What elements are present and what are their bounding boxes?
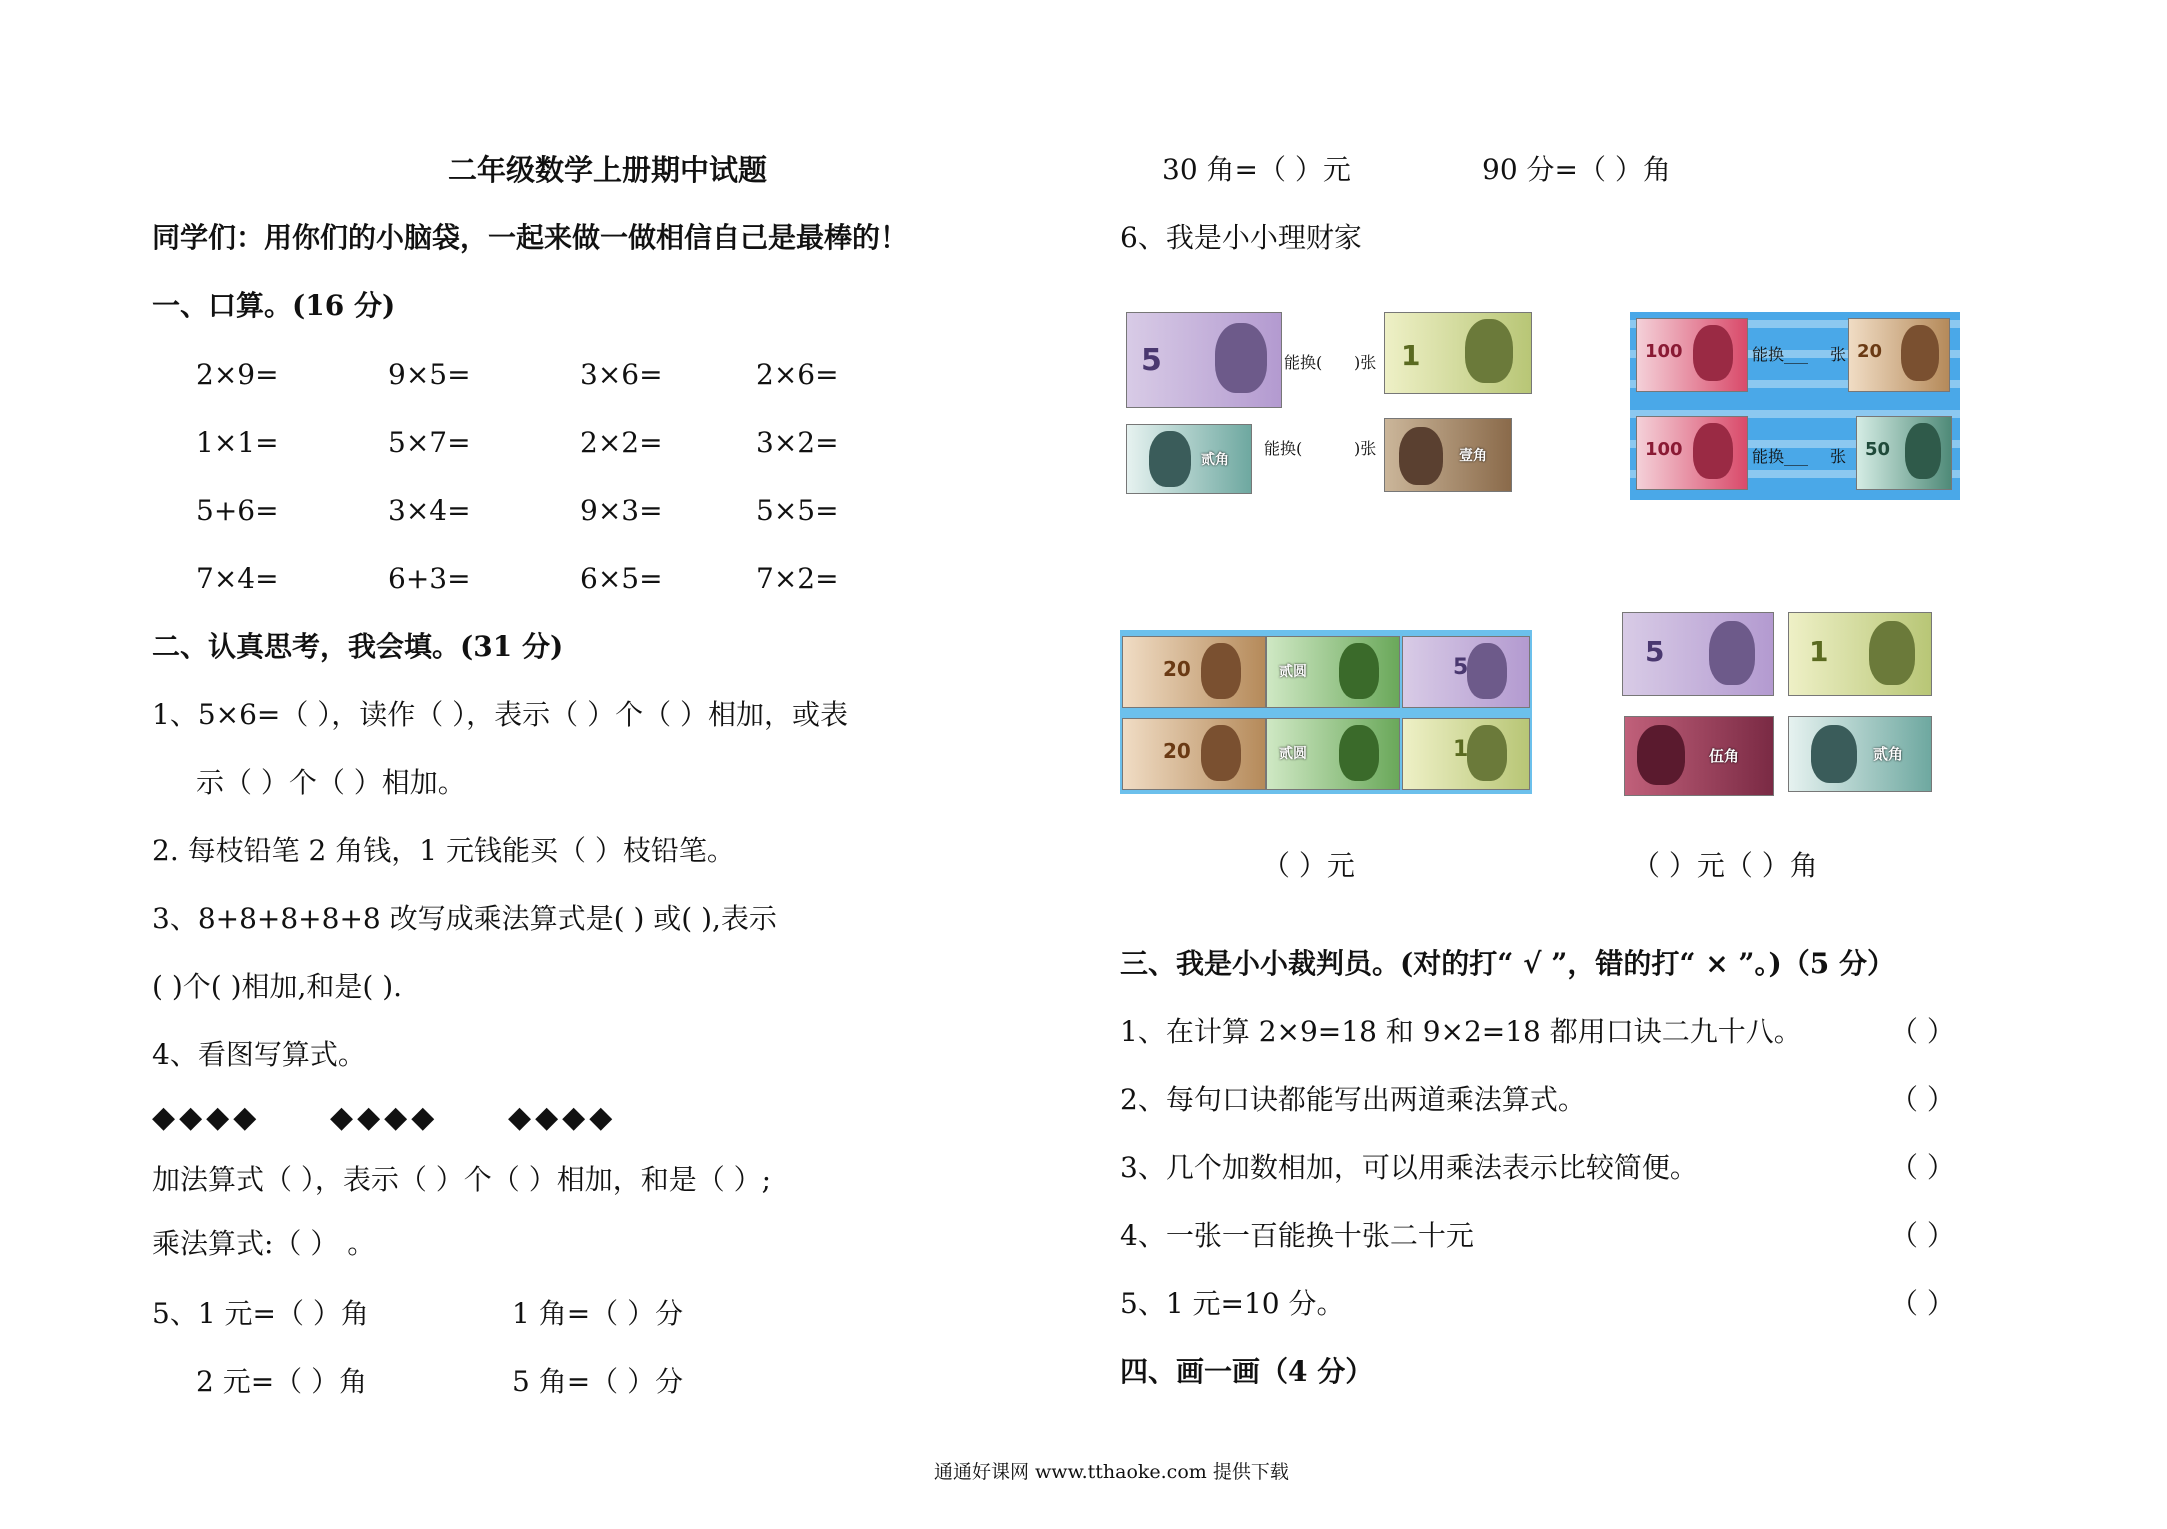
- judge-paren: （ ）: [1890, 1287, 1955, 1320]
- section4-heading: 四、画一画（4 分）: [1120, 1355, 1374, 1388]
- section1-heading: 一、口算。(16 分): [152, 289, 396, 322]
- money-panel-2: [1630, 312, 1960, 500]
- banknote-20-yuan: 20: [1848, 318, 1950, 392]
- banknote-2-jiao: 贰角: [1788, 716, 1932, 792]
- q3-line1: 3、8+8+8+8+8 改写成乘法算式是( ) 或( ),表示: [152, 902, 777, 935]
- exchange-label: 能换___: [1752, 345, 1809, 364]
- calc-item: 2×2=: [580, 426, 663, 459]
- diamond-group: ◆◆◆◆: [330, 1100, 439, 1135]
- calc-item: 2×6=: [756, 358, 839, 391]
- q6: 6、我是小小理财家: [1120, 221, 1362, 254]
- exchange-suffix: )张: [1354, 353, 1377, 372]
- money-panel-3: [1120, 630, 1532, 794]
- calc-item: 9×5=: [388, 358, 471, 391]
- q5-item: 5、1 元=（ ）角: [152, 1297, 369, 1330]
- banknote-50-yuan: 50: [1856, 416, 1952, 490]
- banknote-2-yuan: 贰圆: [1266, 636, 1400, 708]
- diamond-group: ◆◆◆◆: [508, 1100, 617, 1135]
- greeting: 同学们：用你们的小脑袋，一起来做一做相信自己是最棒的！: [152, 221, 909, 254]
- answer-left: （ ）元: [1262, 849, 1355, 882]
- q5-item: 90 分=（ ）角: [1482, 153, 1671, 186]
- calc-item: 5+6=: [196, 494, 279, 527]
- page-title: 二年级数学上册期中试题: [448, 153, 768, 187]
- judge-paren: （ ）: [1890, 1083, 1955, 1116]
- q3-line2: ( )个( )相加,和是( ).: [152, 970, 403, 1003]
- banknote-2-yuan: 贰圆: [1266, 718, 1400, 790]
- banknote-1-yuan: 1: [1788, 612, 1932, 696]
- calc-item: 9×3=: [580, 494, 663, 527]
- exchange-label: 能换___: [1752, 447, 1809, 466]
- banknote-5-yuan: 5: [1622, 612, 1774, 696]
- section2-heading: 二、认真思考，我会填。(31 分): [152, 630, 564, 663]
- q5-item: 1 角=（ ）分: [512, 1297, 684, 1330]
- calc-item: 6+3=: [388, 562, 471, 595]
- banknote-5-yuan: 5: [1126, 312, 1282, 408]
- exchange-suffix: )张: [1354, 439, 1377, 458]
- judge-item: 5、1 元=10 分。: [1120, 1287, 1345, 1320]
- banknote-1-yuan: 1: [1402, 718, 1530, 790]
- q1-line1: 1、5×6=（ ），读作（ ），表示（ ）个（ ）相加，或表: [152, 698, 848, 731]
- diamond-group: ◆◆◆◆: [152, 1100, 261, 1135]
- q4-addition: 加法算式（ ），表示（ ）个（ ）相加，和是（ ）;: [152, 1163, 772, 1196]
- judge-item: 4、一张一百能换十张二十元: [1120, 1219, 1474, 1252]
- banknote-100-yuan: 100: [1636, 416, 1748, 490]
- banknote-20-yuan: 20: [1122, 718, 1266, 790]
- banknote-2-jiao: 贰角: [1126, 424, 1252, 494]
- zhang-label: 张: [1830, 447, 1847, 466]
- answer-right: （ ）元（ ）角: [1632, 849, 1818, 882]
- q2: 2. 每枝铅笔 2 角钱，1 元钱能买（ ）枝铅笔。: [152, 834, 735, 867]
- judge-item: 1、在计算 2×9=18 和 9×2=18 都用口诀二九十八。: [1120, 1015, 1802, 1048]
- exchange-label: 能换(: [1284, 353, 1323, 372]
- calc-item: 3×6=: [580, 358, 663, 391]
- q4-multiplication: 乘法算式:（ ） 。: [152, 1227, 376, 1260]
- money-panel-1: [1124, 310, 1544, 500]
- q1-line2: 示（ ）个（ ）相加。: [196, 766, 466, 799]
- banknote-5-jiao: 伍角: [1624, 716, 1774, 796]
- banknote-1-yuan: 1: [1384, 312, 1532, 394]
- calc-item: 7×4=: [196, 562, 279, 595]
- calc-item: 2×9=: [196, 358, 279, 391]
- judge-item: 2、每句口诀都能写出两道乘法算式。: [1120, 1083, 1586, 1116]
- judge-paren: （ ）: [1890, 1219, 1955, 1252]
- banknote-100-yuan: 100: [1636, 318, 1748, 392]
- calc-item: 5×7=: [388, 426, 471, 459]
- section3-heading: 三、我是小小裁判员。(对的打“ √ ”，错的打“ × ”。)（5 分）: [1120, 947, 1896, 980]
- judge-item: 3、几个加数相加，可以用乘法表示比较简便。: [1120, 1151, 1698, 1184]
- banknote-20-yuan: 20: [1122, 636, 1266, 708]
- zhang-label: 张: [1830, 345, 1847, 364]
- calc-item: 5×5=: [756, 494, 839, 527]
- calc-item: 6×5=: [580, 562, 663, 595]
- calc-item: 7×2=: [756, 562, 839, 595]
- q4: 4、看图写算式。: [152, 1038, 366, 1071]
- money-panel-4: [1620, 610, 1940, 800]
- judge-paren: （ ）: [1890, 1151, 1955, 1184]
- banknote-5-yuan: 5: [1402, 636, 1530, 708]
- q5-item: 30 角=（ ）元: [1162, 153, 1351, 186]
- calc-item: 3×2=: [756, 426, 839, 459]
- banknote-1-jiao: 壹角: [1384, 418, 1512, 492]
- judge-paren: （ ）: [1890, 1015, 1955, 1048]
- calc-item: 3×4=: [388, 494, 471, 527]
- footer-text: 通通好课网 www.tthaoke.com 提供下载: [934, 1461, 1289, 1483]
- q5-item: 2 元=（ ）角: [196, 1365, 368, 1398]
- q5-item: 5 角=（ ）分: [512, 1365, 684, 1398]
- exchange-label: 能换(: [1264, 439, 1303, 458]
- calc-item: 1×1=: [196, 426, 279, 459]
